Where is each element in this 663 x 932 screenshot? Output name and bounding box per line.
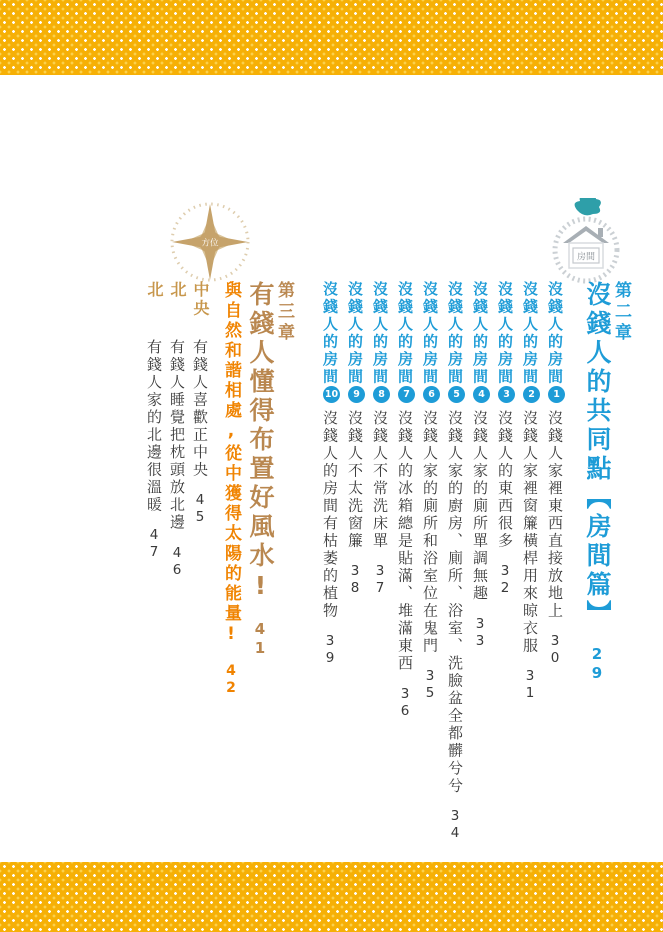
entry-page-number: 38 xyxy=(347,563,363,597)
toc-entry-north-1 xyxy=(169,281,185,859)
chapter2-title xyxy=(585,281,610,859)
room-badge-label: 房間 xyxy=(576,252,596,263)
entry-text: 沒錢人的房間有枯萎的植物 xyxy=(321,410,339,620)
toc-entry-room-3 xyxy=(495,281,515,859)
toc-entry-room-2 xyxy=(520,281,540,859)
chapter3-subtitle xyxy=(222,281,239,859)
scribble-icon xyxy=(575,198,601,215)
entry-text: 有錢人睡覺把枕頭放北邊 xyxy=(168,339,186,532)
entry-page-number: 36 xyxy=(397,685,413,720)
chapter2-title-text: 沒錢人的共同點【房間篇】 xyxy=(583,281,612,629)
entry-label: 沒錢人的房間 xyxy=(346,281,364,386)
entry-page-number: 32 xyxy=(497,563,513,597)
entry-page-number: 31 xyxy=(522,668,538,702)
toc-entry-room-9 xyxy=(345,281,365,859)
entry-number-badge: 10 xyxy=(323,386,340,403)
entry-text: 沒錢人的冰箱總是貼滿、堆滿東西 xyxy=(396,410,414,673)
chapter3-page-number: 41 xyxy=(251,620,269,658)
table-of-contents xyxy=(139,281,629,859)
entry-text: 有錢人喜歡正中央 xyxy=(191,339,209,479)
room-badge-icon xyxy=(545,198,627,288)
toc-entry-room-8 xyxy=(370,281,390,859)
top-dotted-band xyxy=(0,0,663,75)
entry-number-badge: 3 xyxy=(498,386,515,403)
direction-label: 北 xyxy=(145,281,164,300)
toc-entry-room-10 xyxy=(320,281,340,859)
entry-number-badge: 8 xyxy=(373,386,390,403)
direction-label: 北 xyxy=(168,281,187,300)
entry-text: 沒錢人不常洗床單 xyxy=(371,410,389,550)
toc-entry-room-4 xyxy=(470,281,490,859)
entry-page-number: 34 xyxy=(447,808,463,842)
entry-page-number: 35 xyxy=(422,668,438,702)
entry-page-number: 46 xyxy=(169,544,185,579)
entry-number-badge: 5 xyxy=(448,386,465,403)
compass-badge-icon xyxy=(168,200,252,284)
entry-text: 有錢人家的北邊很溫暖 xyxy=(145,339,163,514)
compass-badge-label: 方位 xyxy=(201,238,219,249)
entry-label: 沒錢人的房間 xyxy=(371,281,389,386)
entry-page-number: 45 xyxy=(192,492,208,526)
entry-label: 沒錢人的房間 xyxy=(421,281,439,386)
entry-label: 沒錢人的房間 xyxy=(496,281,514,386)
chapter3-subtitle-page-number: 42 xyxy=(223,663,239,697)
toc-entry-room-1 xyxy=(545,281,565,859)
toc-entry-north-2 xyxy=(146,281,162,859)
entry-text: 沒錢人家的廚房、廁所、浴室、洗臉盆全都髒兮兮 xyxy=(446,410,464,795)
chapter3-title-text: 有錢人懂得布置好風水! xyxy=(246,281,275,604)
chapter3-subtitle-text: 與自然和諧相處,從中獲得太陽的能量! xyxy=(221,281,241,647)
entry-number-badge: 2 xyxy=(523,386,540,403)
entry-number-badge: 1 xyxy=(548,386,565,403)
entry-label: 沒錢人的房間 xyxy=(546,281,564,386)
chapter3-title xyxy=(248,281,273,859)
entry-text: 沒錢人家的廁所和浴室位在鬼門 xyxy=(421,410,439,655)
entry-label: 沒錢人的房間 xyxy=(521,281,539,386)
entry-label: 沒錢人的房間 xyxy=(321,281,339,386)
entry-number-badge: 7 xyxy=(398,386,415,403)
entry-label: 沒錢人的房間 xyxy=(396,281,414,386)
chapter3-number: 第三章 xyxy=(274,281,294,344)
entry-number-badge: 9 xyxy=(348,386,365,403)
entry-label: 沒錢人的房間 xyxy=(446,281,464,386)
entry-page-number: 47 xyxy=(146,527,162,561)
entry-page-number: 30 xyxy=(547,633,563,667)
entry-text: 沒錢人家的廁所單調無趣 xyxy=(471,410,489,603)
entry-text: 沒錢人家裡窗簾橫桿用來晾衣服 xyxy=(521,410,539,655)
chapter2-number: 第二章 xyxy=(611,281,631,344)
entry-page-number: 37 xyxy=(372,563,388,597)
entry-page-number: 33 xyxy=(472,615,488,650)
entry-label: 沒錢人的房間 xyxy=(471,281,489,386)
entry-text: 沒錢人不太洗窗簾 xyxy=(346,410,364,550)
toc-entry-room-7 xyxy=(395,281,415,859)
toc-entry-center xyxy=(192,281,208,859)
entry-number-badge: 4 xyxy=(473,386,490,403)
entry-text: 沒錢人的東西很多 xyxy=(496,410,514,550)
entry-page-number: 39 xyxy=(322,633,338,667)
bottom-dotted-band xyxy=(0,862,663,932)
direction-label: 中央 xyxy=(191,281,210,318)
toc-entry-room-6 xyxy=(420,281,440,859)
toc-entry-room-5 xyxy=(445,281,465,859)
chapter2-page-number: 29 xyxy=(588,645,606,683)
entry-number-badge: 6 xyxy=(423,386,440,403)
entry-text: 沒錢人家裡東西直接放地上 xyxy=(546,410,564,620)
